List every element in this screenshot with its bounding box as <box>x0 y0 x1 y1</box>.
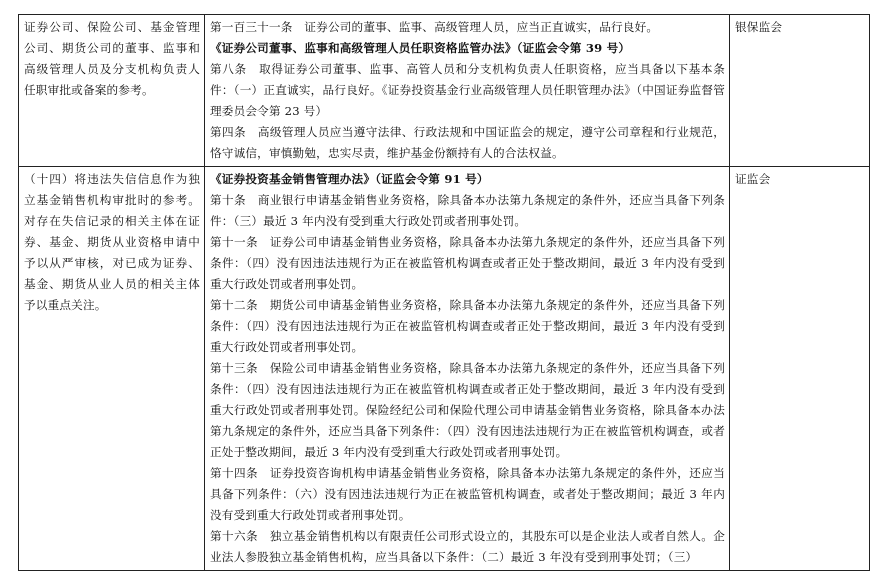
agency-name: 银保监会 <box>735 20 783 34</box>
regulation-title: 《证券投资基金销售管理办法》（证监会令第 91 号） <box>210 172 489 186</box>
table-row <box>19 15 870 167</box>
article-paragraph: 第四条 高级管理人员应当遵守法律、行政法规和中国证监会的规定，遵守公司章程和行业规范，恪守诚信，审慎勤勉，忠实尽责，维护基金份额持有人的合法权益。 <box>210 125 725 160</box>
measure-text: 证券公司、保险公司、基金管理公司、期货公司的董事、监事和高级管理人员及分支机构负责人任职审批或备案的参考。 <box>24 20 200 97</box>
agency-name: 证监会 <box>735 172 771 186</box>
measure-text: （十四）将违法失信信息作为独立基金销售机构审批时的参考。对存在失信记录的相关主体在证券、基金、期货从业资格申请中予以从严审核，对已成为证券、基金、期货从业人员的相关主体予以重点关注。 <box>24 172 200 312</box>
legal-basis-cell <box>205 167 730 571</box>
measure-cell <box>19 167 205 571</box>
article-paragraph: 第十一条 证券公司申请基金销售业务资格，除具备本办法第九条规定的条件外，还应当具备下列条件：（四）没有因违法违规行为正在被监管机构调查或者正处于整改期间，最近 3 年内没有受到重大行政处罚或者刑事处罚。 <box>210 235 725 291</box>
agency-cell <box>730 167 870 571</box>
article-paragraph: 第十六条 独立基金销售机构以有限责任公司形式设立的，其股东可以是企业法人或者自然人。企业法人参股独立基金销售机构，应当具备以下条件：（二）最近 3 年没有受到刑事处罚；（三） <box>210 529 725 564</box>
legal-basis-cell <box>205 15 730 167</box>
regulation-table <box>18 14 870 571</box>
regulation-title: 《证券公司董事、监事和高级管理人员任职资格监管办法》（证监会令第 39 号） <box>210 41 631 55</box>
article-paragraph: 第八条 取得证券公司董事、监事、高管人员和分支机构负责人任职资格，应当具备以下基本条件：（一）正直诚实，品行良好。《证券投资基金行业高级管理人员任职管理办法》（中国证券监督管理委员会令第 23 号） <box>210 62 725 118</box>
measure-cell <box>19 15 205 167</box>
article-paragraph: 第十二条 期货公司申请基金销售业务资格，除具备本办法第九条规定的条件外，还应当具备下列条件：（四）没有因违法违规行为正在被监管机构调查或者正处于整改期间，最近 3 年内没有受到重大行政处罚或者刑事处罚。 <box>210 298 725 354</box>
table-row <box>19 167 870 571</box>
article-paragraph: 第一百三十一条 证券公司的董事、监事、高级管理人员，应当正直诚实，品行良好。 <box>210 20 659 34</box>
article-paragraph: 第十四条 证券投资咨询机构申请基金销售业务资格，除具备本办法第九条规定的条件外，还应当具备下列条件：（六）没有因违法违规行为正在被监管机构调查，或者处于整改期间；最近 3 年内没有受到重大行政处罚或者刑事处罚。 <box>210 466 725 522</box>
article-paragraph: 第十三条 保险公司申请基金销售业务资格，除具备本办法第九条规定的条件外，还应当具备下列条件：（四）没有因违法违规行为正在被监管机构调查或者正处于整改期间，最近 3 年内没有受到重大行政处罚或者刑事处罚。保险经纪公司和保险代理公司申请基金销售业务资格，除具备本办法第九条规定的条件外，还应当具备下列条件：（四）没有因违法违规行为正在被监管机构调查，或者正处于整改期间，最近 3 年内没有受到重大行政处罚或者刑事处罚。 <box>210 361 725 459</box>
article-paragraph: 第十条 商业银行申请基金销售业务资格，除具备本办法第九条规定的条件外，还应当具备下列条件：（三）最近 3 年内没有受到重大行政处罚或者刑事处罚。 <box>210 193 725 228</box>
agency-cell <box>730 15 870 167</box>
